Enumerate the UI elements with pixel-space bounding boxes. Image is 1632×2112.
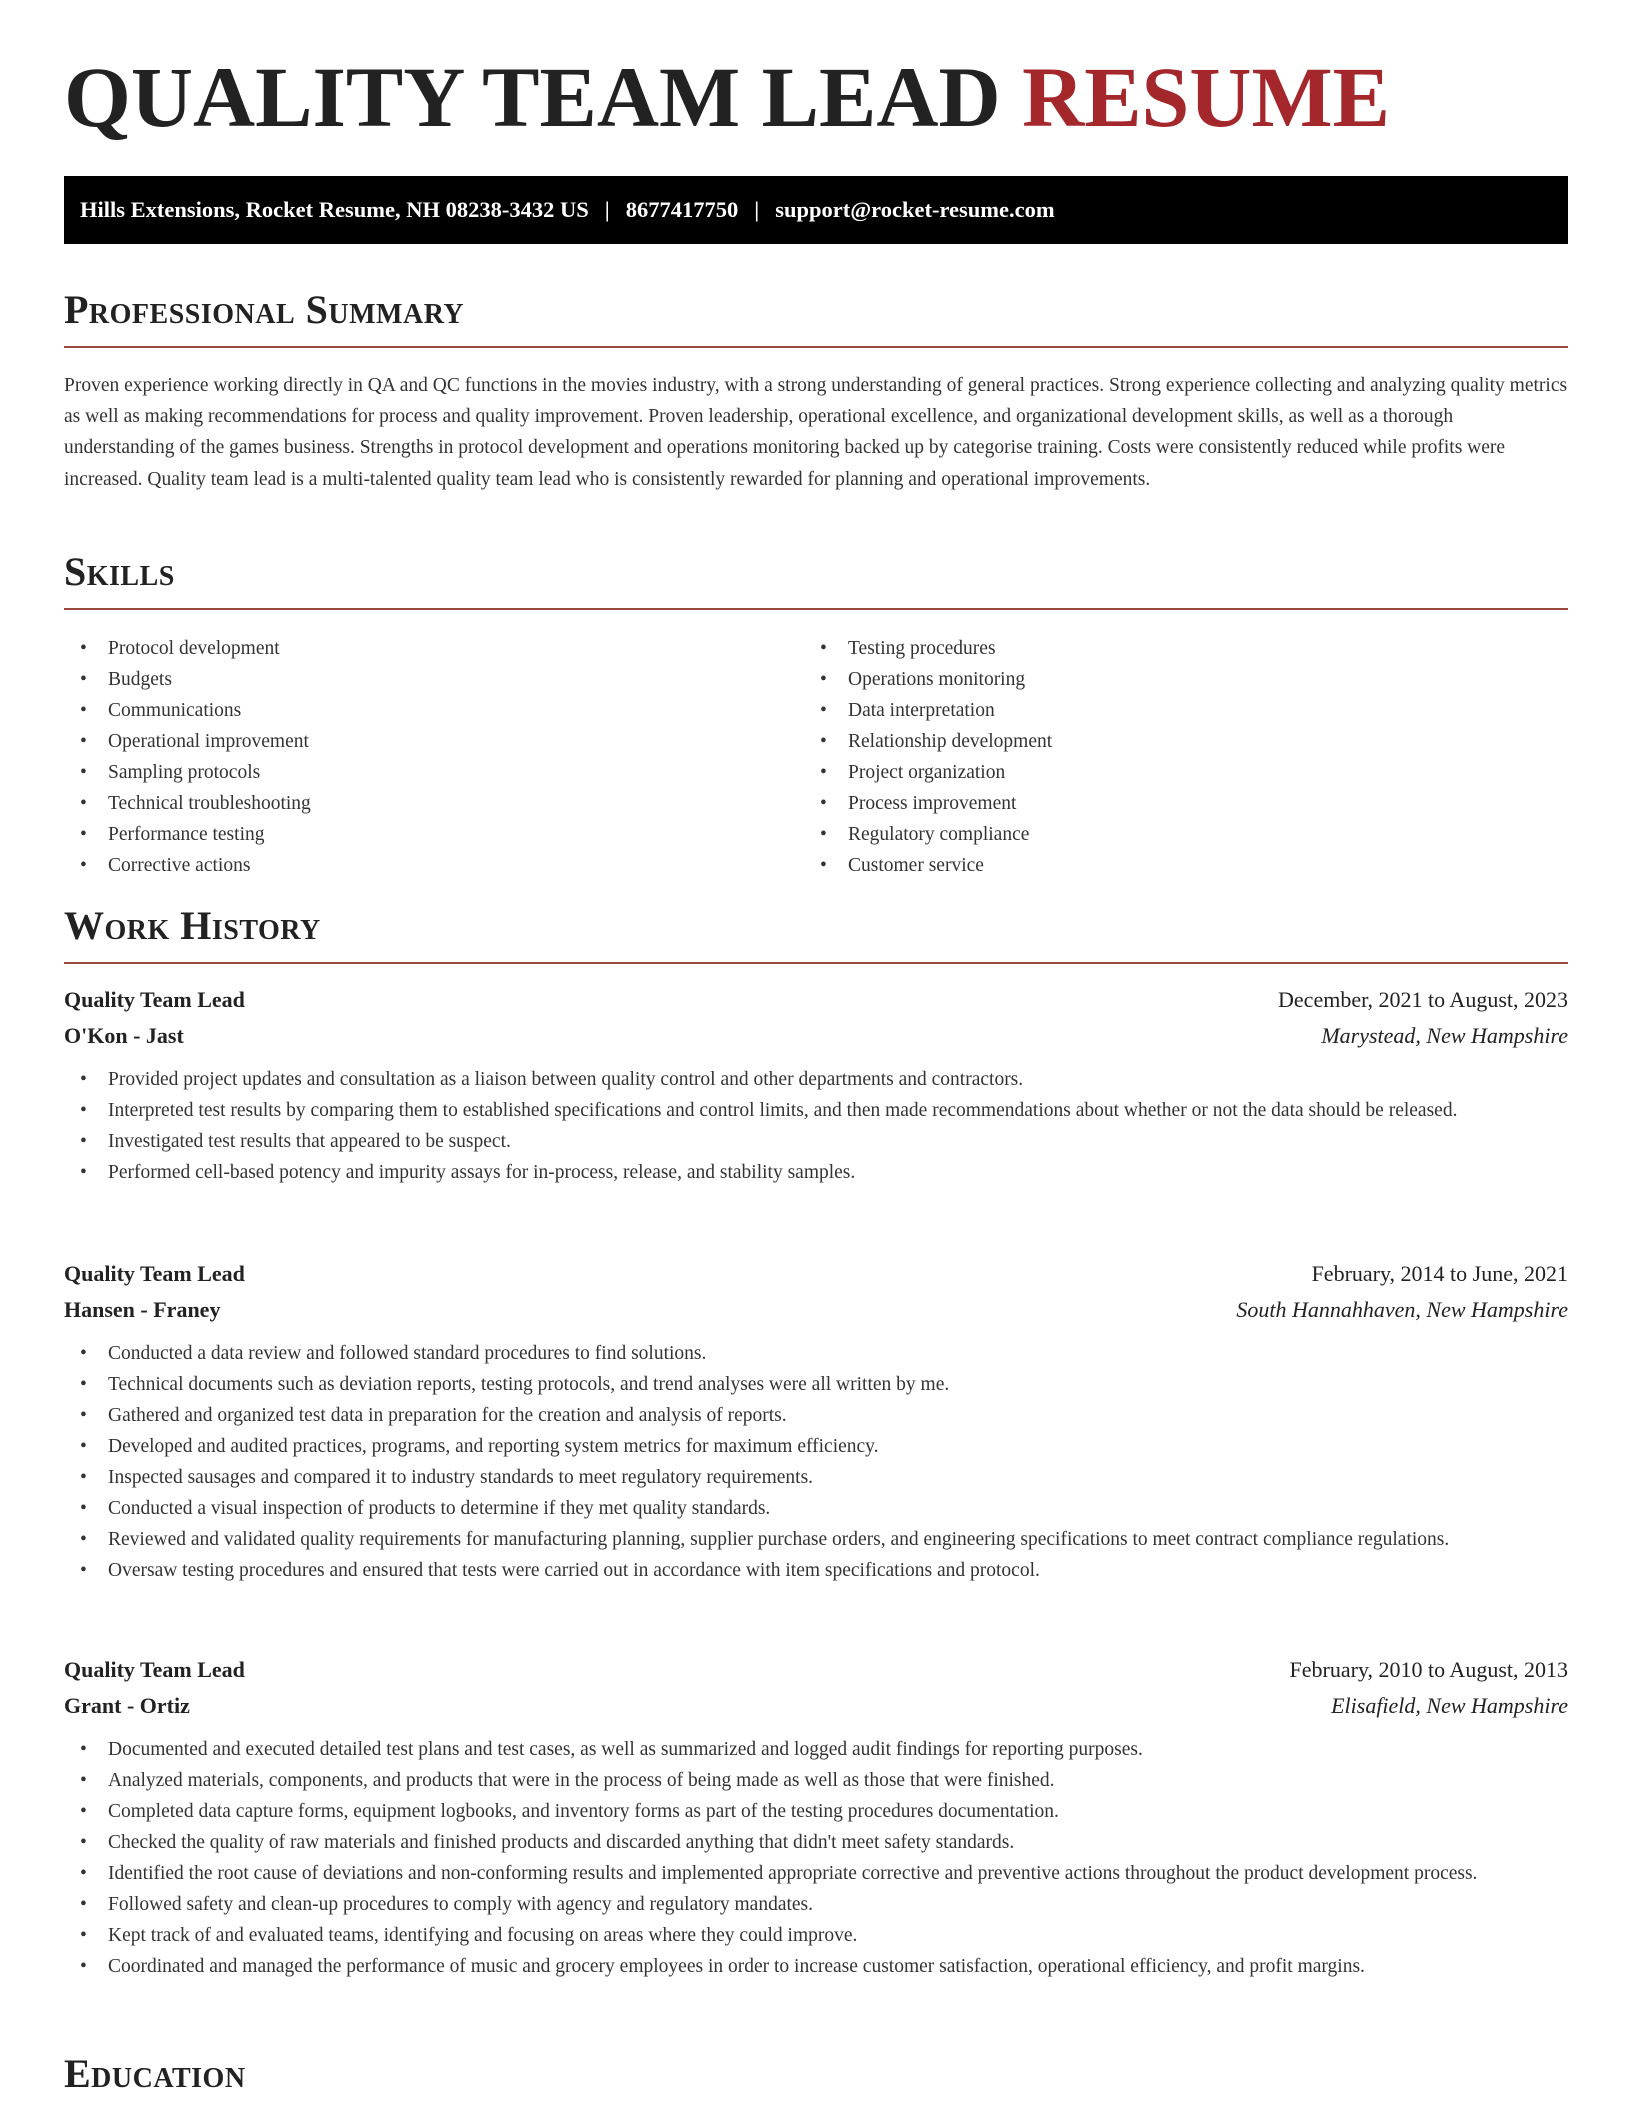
job-dates: February, 2010 to August, 2013: [1289, 1657, 1568, 1682]
job-bullets: [64, 1064, 1568, 1188]
job-location: Elisafield, New Hampshire: [1331, 1693, 1568, 1718]
job-entry: [64, 982, 1568, 1188]
job-bullets: [64, 1338, 1568, 1586]
job-bullet: • Reviewed and validated quality requirements for manufacturing planning, supplier purchase orders, and engineering specifications to meet contract compliance regulations.: [64, 1524, 1568, 1555]
job-location: South Hannahhaven, New Hampshire: [1236, 1297, 1568, 1322]
job-title-row: [64, 1256, 1568, 1292]
job-bullet: • Technical documents such as deviation reports, testing protocols, and trend analyses were all written by me.: [64, 1369, 1568, 1400]
job-title-row: [64, 982, 1568, 1018]
job-bullet: • Checked the quality of raw materials and finished products and discarded anything that didn't meet safety standards.: [64, 1827, 1568, 1858]
skill-item: • Customer service: [804, 850, 1544, 881]
skills-section-heading: [64, 549, 1568, 610]
title-main: QUALITY TEAM LEAD: [64, 49, 1001, 145]
job-company: Hansen - Franey: [64, 1297, 221, 1322]
job-bullet: • Completed data capture forms, equipment logbooks, and inventory forms as part of the testing procedures documentation.: [64, 1796, 1568, 1827]
job-bullet: • Performed cell-based potency and impurity assays for in-process, release, and stability samples.: [64, 1157, 1568, 1188]
job-company: Grant - Ortiz: [64, 1693, 190, 1718]
job-bullet: • Developed and audited practices, programs, and reporting system metrics for maximum efficiency.: [64, 1431, 1568, 1462]
job-bullet: • Interpreted test results by comparing them to established specifications and control limits, and then made recommendations about whether or not the data should be released.: [64, 1095, 1568, 1126]
job-company: O'Kon - Jast: [64, 1023, 184, 1048]
job-bullet: • Investigated test results that appeared to be suspect.: [64, 1126, 1568, 1157]
skill-item: • Operational improvement: [64, 726, 804, 757]
job-bullet: • Conducted a visual inspection of products to determine if they met quality standards.: [64, 1493, 1568, 1524]
title-accent: RESUME: [1022, 49, 1391, 145]
summary-heading: Professional Summary: [64, 287, 465, 332]
job-title-row: [64, 1652, 1568, 1688]
job-location: Marystead, New Hampshire: [1321, 1023, 1568, 1048]
job-bullets: [64, 1734, 1568, 1982]
job-bullet: • Conducted a data review and followed standard procedures to find solutions.: [64, 1338, 1568, 1369]
skills-heading: Skills: [64, 549, 175, 594]
contact-address: Hills Extensions, Rocket Resume, NH 08238-3432 US: [80, 197, 589, 222]
job-entry: [64, 1652, 1568, 1982]
summary-text: Proven experience working directly in QA and QC functions in the movies industry, with a strong understanding of general practices. Strong experience collecting and analyzing quality metrics as well as making recommendations for process and quality improvement. Proven leadership, operational excellence, and organizational development skills, as well as a thorough understanding of the games business. Strengths in protocol development and operations monitoring backed up by categorise training. Costs were consistently reduced while profits were increased. Quality team lead is a multi-talented quality team lead who is consistently rewarded for planning and operational improvements.: [64, 375, 1568, 490]
job-bullet: • Kept track of and evaluated teams, identifying and focusing on areas where they could improve.: [64, 1920, 1568, 1951]
job-bullet: • Provided project updates and consultation as a liaison between quality control and other departments and contractors.: [64, 1064, 1568, 1095]
job-bullet: • Oversaw testing procedures and ensured that tests were carried out in accordance with item specifications and protocol.: [64, 1555, 1568, 1586]
contact-separator: |: [754, 197, 760, 222]
job-bullet: • Gathered and organized test data in preparation for the creation and analysis of reports.: [64, 1400, 1568, 1431]
summary-section-heading: [64, 287, 1568, 348]
job-bullet: • Documented and executed detailed test plans and test cases, as well as summarized and logged audit findings for reporting purposes.: [64, 1734, 1568, 1765]
job-bullet: • Analyzed materials, components, and products that were in the process of being made as well as those that were finished.: [64, 1765, 1568, 1796]
skill-item: • Performance testing: [64, 819, 804, 850]
work-heading: Work History: [64, 903, 321, 948]
skill-item: • Protocol development: [64, 633, 804, 664]
skill-item: • Relationship development: [804, 726, 1544, 757]
skill-item: • Operations monitoring: [804, 664, 1544, 695]
skill-item: • Communications: [64, 695, 804, 726]
job-company-row: [64, 1292, 1568, 1328]
education-heading: Education: [64, 2051, 246, 2096]
job-company-row: [64, 1018, 1568, 1054]
job-company-row: [64, 1688, 1568, 1724]
job-bullet: • Coordinated and managed the performance of music and grocery employees in order to increase customer satisfaction, operational efficiency, and profit margins.: [64, 1951, 1568, 1982]
skill-item: • Corrective actions: [64, 850, 804, 881]
contact-separator: |: [604, 197, 610, 222]
contact-phone: 8677417750: [625, 197, 739, 222]
job-title: Quality Team Lead: [64, 987, 245, 1012]
skills-column-left: [64, 633, 804, 881]
job-bullet: • Followed safety and clean-up procedures to comply with agency and regulatory mandates.: [64, 1889, 1568, 1920]
education-section-heading: [64, 2051, 1568, 2110]
skills-list: [64, 633, 1568, 881]
skills-column-right: [804, 633, 1544, 881]
job-bullet: • Identified the root cause of deviations and non-conforming results and implemented appropriate corrective and preventive actions throughout the product development process.: [64, 1858, 1568, 1889]
job-bullet: • Inspected sausages and compared it to industry standards to meet regulatory requirements.: [64, 1462, 1568, 1493]
job-title: Quality Team Lead: [64, 1657, 245, 1682]
skill-item: • Testing procedures: [804, 633, 1544, 664]
skill-item: • Regulatory compliance: [804, 819, 1544, 850]
contact-email: support@rocket-resume.com: [775, 197, 1055, 222]
job-dates: December, 2021 to August, 2023: [1278, 987, 1568, 1012]
job-dates: February, 2014 to June, 2021: [1311, 1261, 1568, 1286]
resume-title: [64, 49, 1391, 145]
skill-item: • Data interpretation: [804, 695, 1544, 726]
work-section-heading: [64, 903, 1568, 964]
contact-bar: [64, 176, 1568, 244]
skill-item: • Sampling protocols: [64, 757, 804, 788]
job-title: Quality Team Lead: [64, 1261, 245, 1286]
skill-item: • Process improvement: [804, 788, 1544, 819]
skill-item: • Budgets: [64, 664, 804, 695]
skill-item: • Project organization: [804, 757, 1544, 788]
job-entry: [64, 1256, 1568, 1586]
skill-item: • Technical troubleshooting: [64, 788, 804, 819]
